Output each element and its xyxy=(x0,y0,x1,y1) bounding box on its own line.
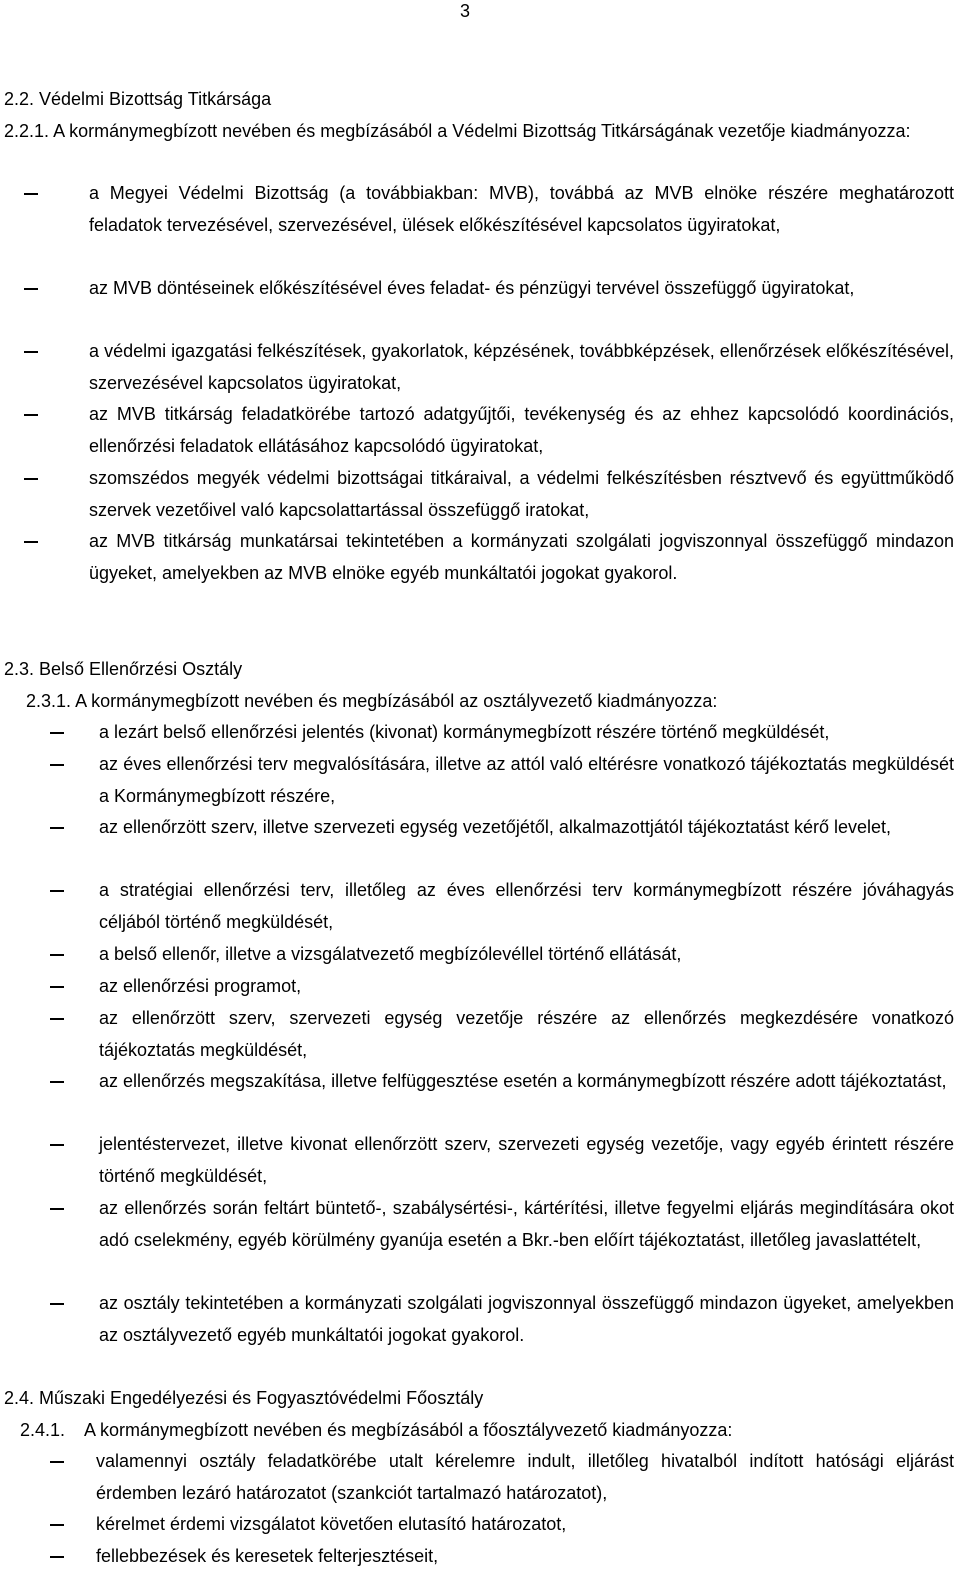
subsection-2-2-1 xyxy=(4,116,954,147)
list-dash xyxy=(50,732,64,734)
list-dash xyxy=(24,193,38,195)
list-item: az ellenőrzött szerv, szervezeti egység vezetője részére az ellenőrzés megkezdésére vonatkozó tájékoztatás megküldését, xyxy=(99,1008,954,1060)
list-item: kérelmet érdemi vizsgálatot követően elutasító határozatot, xyxy=(96,1514,567,1534)
subsection-intro: A kormánymegbízott nevében és megbízásából az osztályvezető kiadmányozza: xyxy=(75,691,718,711)
list-item: az ellenőrzés során feltárt büntető-, szabálysértési-, kártérítési, illetve fegyelmi eljárás megindítására okot adó cselekmény, egyéb körülmény gyanúja esetén a Bkr.-ben előírt tájékoztatást, illetőleg javaslattételt, xyxy=(99,1198,954,1250)
list-dash xyxy=(50,1461,64,1463)
list-dash xyxy=(50,1208,64,1210)
section-number: 2.2. xyxy=(4,89,35,109)
subsection-2-3-1 xyxy=(26,690,717,712)
list-item: az MVB döntéseinek előkészítésével éves feladat- és pénzügyi tervével összefüggő ügyiratokat, xyxy=(89,278,855,298)
list-item: a Megyei Védelmi Bizottság (a továbbiakban: MVB), továbbá az MVB elnöke részére meghatározott feladatok tervezésével, szervezésével, ülések előkészítésével kapcsolatos ügyiratokat, xyxy=(89,183,954,235)
list-dash xyxy=(50,1144,64,1146)
list-item: az MVB titkárság munkatársai tekintetében a kormányzati szolgálati jogviszonnyal összefüggő mindazon ügyeket, amelyekben az MVB elnöke egyéb munkáltatói jogokat gyakorol. xyxy=(89,531,954,583)
list-item: valamennyi osztály feladatkörébe utalt kérelemre indult, illetőleg hivatalból indított hatósági eljárást érdemben lezáró határozatot (szankciót tartalmazó határozatot), xyxy=(96,1451,954,1503)
list-dash xyxy=(50,1303,64,1305)
section-title: Belső Ellenőrzési Osztály xyxy=(39,659,243,679)
section-number: 2.3. xyxy=(4,659,35,679)
list-item: a belső ellenőr, illetve a vizsgálatvezető megbízólevéllel történő ellátását, xyxy=(99,944,682,964)
list-dash xyxy=(24,478,38,480)
subsection-intro: A kormánymegbízott nevében és megbízásából a főosztályvezető kiadmányozza: xyxy=(84,1420,733,1440)
list-item: az ellenőrzés megszakítása, illetve felfüggesztése esetén a kormánymegbízott részére adott tájékoztatást, xyxy=(99,1071,947,1091)
section-title: Védelmi Bizottság Titkársága xyxy=(39,89,272,109)
list-item: az ellenőrzési programot, xyxy=(99,976,302,996)
list-item: az ellenőrzött szerv, illetve szervezeti egység vezetőjétől, alkalmazottjától tájékoztatást kérő levelet, xyxy=(99,817,892,837)
section-title: Műszaki Engedélyezési és Fogyasztóvédelmi Főosztály xyxy=(39,1388,484,1408)
subsection-number: 2.4.1. xyxy=(20,1420,66,1440)
list-dash xyxy=(24,288,38,290)
list-dash xyxy=(50,890,64,892)
list-dash xyxy=(50,1018,64,1020)
list-item: fellebbezések és keresetek felterjesztéseit, xyxy=(96,1546,439,1566)
section-heading-2-4 xyxy=(4,1387,483,1409)
subsection-2-4-1 xyxy=(20,1419,732,1441)
subsection-number: 2.3.1. xyxy=(26,691,72,711)
list-dash xyxy=(50,1556,64,1558)
section-number: 2.4. xyxy=(4,1388,35,1408)
list-dash xyxy=(50,954,64,956)
list-item: szomszédos megyék védelmi bizottságai titkáraival, a védelmi felkészítésben résztvevő és együttműködő szervek vezetőivel való kapcsolattartással összefüggő iratokat, xyxy=(89,468,954,520)
list-item: a stratégiai ellenőrzési terv, illetőleg az éves ellenőrzési terv kormánymegbízott részére jóváhagyás céljából történő megküldését, xyxy=(99,880,954,932)
list-dash xyxy=(24,414,38,416)
list-item: jelentéstervezet, illetve kivonat ellenőrzött szerv, szervezeti egység vezetője, vagy egyéb érintett részére történő megküldését, xyxy=(99,1134,954,1186)
list-dash xyxy=(50,764,64,766)
list-dash xyxy=(50,827,64,829)
list-item: a védelmi igazgatási felkészítések, gyakorlatok, képzésének, továbbképzések, ellenőrzések előkészítésével, szervezésével kapcsolatos ügyiratokat, xyxy=(89,341,954,393)
subsection-intro: A kormánymegbízott nevében és megbízásából a Védelmi Bizottság Titkárságának vezetője kiadmányozza: xyxy=(53,121,911,141)
list-dash xyxy=(24,351,38,353)
list-item: az éves ellenőrzési terv megvalósítására, illetve az attól való eltérésre vonatkozó tájékoztatás megküldését a Kormánymegbízott részére, xyxy=(99,754,954,806)
section-heading-2-2 xyxy=(4,88,271,110)
section-heading-2-3 xyxy=(4,658,242,680)
list-item: a lezárt belső ellenőrzési jelentés (kivonat) kormánymegbízott részére történő megküldését, xyxy=(99,722,830,742)
list-dash xyxy=(24,541,38,543)
list-item: az MVB titkárság feladatkörébe tartozó adatgyűjtői, tevékenység és az ehhez kapcsolódó koordinációs, ellenőrzési feladatok ellátásához kapcsolódó ügyiratokat, xyxy=(89,404,954,456)
list-item: az osztály tekintetében a kormányzati szolgálati jogviszonnyal összefüggő mindazon ügyeket, amelyekben az osztályvezető egyéb munkáltatói jogokat gyakorol. xyxy=(99,1293,954,1345)
list-dash xyxy=(50,1524,64,1526)
subsection-number: 2.2.1. xyxy=(4,121,50,141)
page-number: 3 xyxy=(460,1,471,21)
list-dash xyxy=(50,1081,64,1083)
list-dash xyxy=(50,986,64,988)
